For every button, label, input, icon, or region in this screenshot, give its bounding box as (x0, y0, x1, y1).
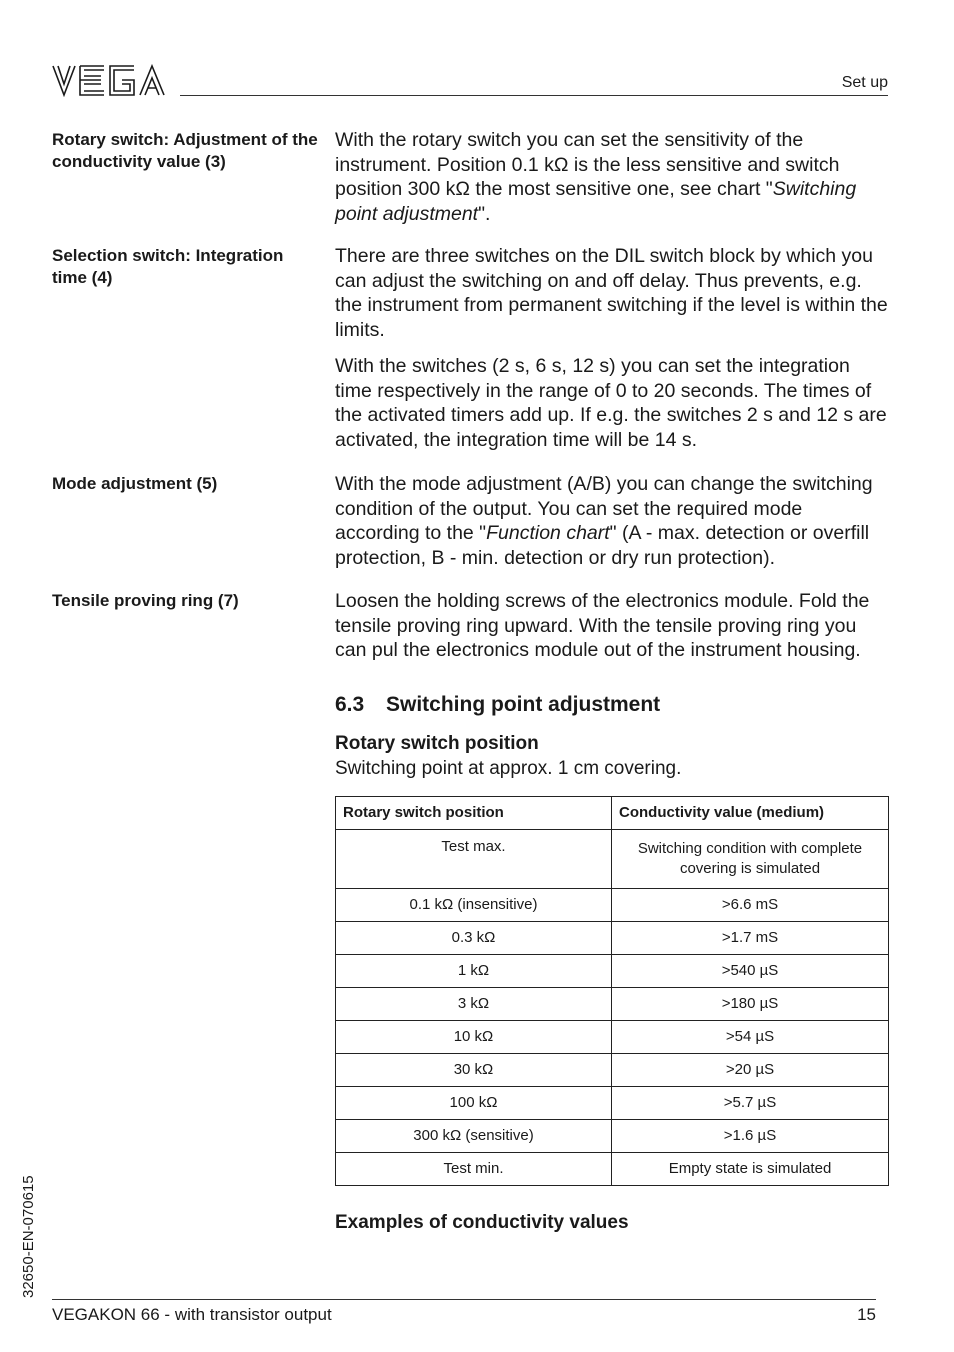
text-integration-time-2: With the switches (2 s, 6 s, 12 s) you can set the integration time respectively in the range of 0 to 20 seconds. The times of the activated timers add up. If e.g. the switches 2 s and 12 s are activated, the integration time will be 14 s. (335, 355, 887, 451)
subsection-title: Rotary switch position (335, 733, 539, 754)
table-row (336, 922, 889, 955)
table-header-cell: Rotary switch position (336, 797, 612, 830)
table-row (336, 1054, 889, 1087)
table-cell: 0.1 kΩ (insensitive) (336, 889, 612, 922)
switch-position-table (335, 796, 889, 1186)
table-cell: 10 kΩ (336, 1021, 612, 1054)
table-cell: 3 kΩ (336, 988, 612, 1021)
label-tensile-ring: Tensile proving ring (7) (52, 591, 239, 610)
table-row (336, 1021, 889, 1054)
footer-title: VEGAKON 66 - with transistor output (52, 1305, 332, 1324)
vega-logo (52, 64, 168, 97)
table-cell: Test max. (336, 830, 612, 889)
table-cell: >1.7 mS (612, 922, 889, 955)
text-integration-time-1: There are three switches on the DIL switch block by which you can adjust the switching on and off delay. Thus prevents, e.g. the instrument from permanent switching if the level is within the limits. (335, 245, 888, 341)
header-section-name: Set up (841, 74, 888, 91)
table-cell: >540 µS (612, 955, 889, 988)
text-tensile-ring: Loosen the holding screws of the electronics module. Fold the tensile proving ring upward. With the tensile proving ring you can pul the electronics module out of the instrument housing. (335, 590, 870, 661)
table-row (336, 830, 889, 889)
table-cell: >6.6 mS (612, 889, 889, 922)
table-cell: Switching condition with complete covering is simulated (612, 830, 889, 889)
table-cell: 300 kΩ (sensitive) (336, 1120, 612, 1153)
table-row (336, 988, 889, 1021)
label-mode-adjustment: Mode adjustment (5) (52, 474, 218, 493)
table-cell: >180 µS (612, 988, 889, 1021)
table-header-row (336, 797, 889, 830)
document-number: 32650-EN-070615 (20, 1175, 37, 1298)
table-cell: Test min. (336, 1153, 612, 1186)
table-cell: 30 kΩ (336, 1054, 612, 1087)
table-cell: 1 kΩ (336, 955, 612, 988)
header-rule (180, 95, 888, 96)
table-row (336, 889, 889, 922)
table-cell: >1.6 µS (612, 1120, 889, 1153)
table-row (336, 1120, 889, 1153)
page-number: 15 (857, 1305, 876, 1324)
section-title (335, 693, 660, 717)
text-rotary-switch: With the rotary switch you can set the sensitivity of the instrument. Position 0.1 kΩ is the less sensitive and switch position 300 kΩ the most sensitive one, see chart "Switching point adjustment". (335, 129, 857, 225)
table-row (336, 1153, 889, 1186)
table-cell: Empty state is simulated (612, 1153, 889, 1186)
section-title-text: Switching point adjustment (386, 693, 661, 716)
table-cell: 0.3 kΩ (336, 922, 612, 955)
footer-rule (52, 1299, 876, 1300)
table-cell: 100 kΩ (336, 1087, 612, 1120)
examples-title: Examples of conductivity values (335, 1212, 629, 1233)
table-row (336, 955, 889, 988)
table-cell: >54 µS (612, 1021, 889, 1054)
table-header-cell: Conductivity value (medium) (612, 797, 889, 830)
table-cell: >20 µS (612, 1054, 889, 1087)
table-cell: >5.7 µS (612, 1087, 889, 1120)
text-mode-adjustment: With the mode adjustment (A/B) you can change the switching condition of the output. You can set the required mode according to the "Function chart" (A - max. detection or overfill protection, B - min. detection or dry run protection). (335, 473, 873, 569)
label-rotary-switch: Rotary switch: Adjustment of the conductivity value (3) (52, 130, 318, 171)
subsection-text: Switching point at approx. 1 cm covering. (335, 758, 682, 779)
table-row (336, 1087, 889, 1120)
label-integration-time: Selection switch: Integration time (4) (52, 246, 284, 287)
section-number: 6.3 (335, 693, 365, 716)
